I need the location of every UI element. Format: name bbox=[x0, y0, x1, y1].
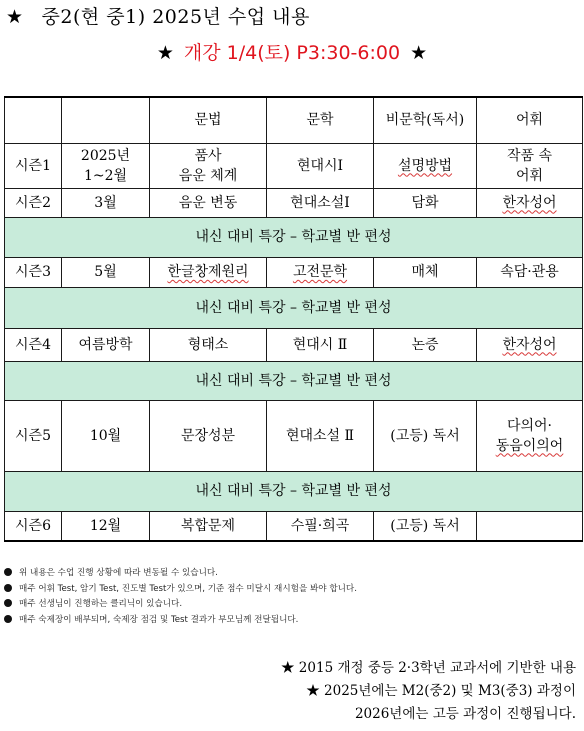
table-row bbox=[5, 328, 583, 361]
vocab-cell bbox=[477, 511, 583, 541]
period-cell: 여름방학 bbox=[62, 328, 150, 361]
nonfiction-cell: 담화 bbox=[374, 188, 477, 217]
vocab-line: 작품 속 bbox=[506, 147, 553, 164]
nonfiction-cell: 매체 bbox=[374, 257, 477, 287]
table-row bbox=[5, 400, 583, 471]
page-title-text: 중2(현 중1) 2025년 수업 내용 bbox=[41, 6, 310, 28]
table-row bbox=[5, 143, 583, 188]
bullet-icon bbox=[4, 568, 12, 576]
nonfiction-cell: (고등) 독서 bbox=[374, 511, 477, 541]
nonfiction-cell: 논증 bbox=[374, 328, 477, 361]
header-cell-nonfiction: 비문학(독서) bbox=[374, 97, 477, 143]
page-title bbox=[6, 2, 310, 29]
special-lecture-band: 내신 대비 특강 – 학교별 반 편성 bbox=[5, 287, 583, 328]
bullet-icon bbox=[4, 615, 12, 623]
vocab-cell: 속담·관용 bbox=[477, 257, 583, 287]
grammar-cell bbox=[150, 257, 267, 287]
period-cell: 3월 bbox=[62, 188, 150, 217]
literature-cell: 현대시 Ⅱ bbox=[267, 328, 374, 361]
season-cell: 시즌5 bbox=[5, 400, 62, 471]
literature-cell bbox=[267, 257, 374, 287]
header-row bbox=[5, 97, 583, 143]
period-cell: 5월 bbox=[62, 257, 150, 287]
star-icon: ★ bbox=[6, 6, 24, 28]
header-cell bbox=[5, 97, 62, 143]
grammar-line: 음운 체계 bbox=[178, 167, 238, 184]
season-cell: 시즌2 bbox=[5, 188, 62, 217]
vocab-line: 어휘 bbox=[515, 167, 544, 184]
vocab-line: 다의어· bbox=[506, 417, 553, 434]
literature-cell: 현대소설 Ⅱ bbox=[267, 400, 374, 471]
schedule-table bbox=[4, 96, 583, 542]
footer-line: 2026년에는 고등 과정이 진행됩니다. bbox=[354, 706, 576, 722]
vocab-text: 한자성어 bbox=[502, 194, 557, 211]
vocab-cell bbox=[477, 143, 583, 188]
special-lecture-row bbox=[5, 471, 583, 511]
grammar-cell bbox=[150, 143, 267, 188]
grammar-text: 한글창제원리 bbox=[167, 264, 249, 280]
vocab-text: 한자성어 bbox=[502, 336, 557, 353]
period-line: 1~2월 bbox=[83, 167, 128, 184]
note-text: 위 내용은 수업 진행 상황에 따라 변동될 수 있습니다. bbox=[19, 568, 218, 578]
bullet-icon bbox=[4, 599, 12, 607]
note-text: 매주 숙제장이 배부되며, 숙제장 점검 및 Test 결과가 부모님께 전달됩니다. bbox=[19, 614, 299, 625]
special-lecture-band: 내신 대비 특강 – 학교별 반 편성 bbox=[5, 361, 583, 400]
grammar-cell: 복합문제 bbox=[150, 511, 267, 541]
period-cell bbox=[62, 143, 150, 188]
vocab-cell bbox=[477, 400, 583, 471]
footer-line: ★ 2025년에는 M2(중2) 및 M3(중3) 과정이 bbox=[306, 683, 576, 699]
footer-line: ★ 2015 개정 중등 2·3학년 교과서에 기반한 내용 bbox=[281, 660, 576, 676]
list-item bbox=[4, 582, 582, 598]
footer-notes bbox=[281, 657, 576, 726]
literature-cell: 현대소설Ⅰ bbox=[267, 188, 374, 217]
special-lecture-row bbox=[5, 361, 583, 400]
header-cell bbox=[62, 97, 150, 143]
star-icon: ★ bbox=[156, 42, 174, 64]
list-item bbox=[4, 613, 582, 629]
special-lecture-band: 내신 대비 특강 – 학교별 반 편성 bbox=[5, 217, 583, 257]
list-item bbox=[4, 566, 582, 582]
note-text: 매주 선생님이 진행하는 클리닉이 있습니다. bbox=[19, 599, 183, 609]
grammar-line: 품사 bbox=[194, 147, 222, 164]
vocab-line: 동음이의어 bbox=[495, 437, 564, 454]
nonfiction-cell bbox=[374, 143, 477, 188]
literature-cell: 현대시Ⅰ bbox=[267, 143, 374, 188]
grammar-cell: 문장성분 bbox=[150, 400, 267, 471]
header-cell-vocab: 어휘 bbox=[477, 97, 583, 143]
season-cell: 시즌1 bbox=[5, 143, 62, 188]
special-lecture-band: 내신 대비 특강 – 학교별 반 편성 bbox=[5, 471, 583, 511]
course-start-banner bbox=[0, 38, 584, 65]
table-row bbox=[5, 511, 583, 541]
period-line: 2025년 bbox=[80, 147, 131, 164]
list-item bbox=[4, 597, 582, 613]
season-cell: 시즌3 bbox=[5, 257, 62, 287]
note-text: 매주 어휘 Test, 암기 Test, 진도별 Test가 있으며, 기준 점수 미달시 재시험을 봐야 합니다. bbox=[19, 583, 357, 594]
vocab-cell bbox=[477, 188, 583, 217]
star-icon: ★ bbox=[410, 42, 428, 64]
course-start-text: 개강 1/4(토) P3:30-6:00 bbox=[183, 42, 401, 64]
literature-text: 고전문학 bbox=[292, 264, 348, 280]
period-cell: 10월 bbox=[62, 400, 150, 471]
table-row bbox=[5, 188, 583, 217]
nonfiction-text: 설명방법 bbox=[397, 157, 453, 174]
special-lecture-row bbox=[5, 217, 583, 257]
season-cell: 시즌6 bbox=[5, 511, 62, 541]
header-cell-literature: 문학 bbox=[267, 97, 374, 143]
bullet-icon bbox=[4, 584, 12, 592]
period-cell: 12월 bbox=[62, 511, 150, 541]
table-row bbox=[5, 257, 583, 287]
header-cell-grammar: 문법 bbox=[150, 97, 267, 143]
grammar-cell: 음운 변동 bbox=[150, 188, 267, 217]
literature-cell: 수필·희곡 bbox=[267, 511, 374, 541]
grammar-cell: 형태소 bbox=[150, 328, 267, 361]
notes-list bbox=[4, 566, 582, 628]
vocab-cell bbox=[477, 328, 583, 361]
special-lecture-row bbox=[5, 287, 583, 328]
season-cell: 시즌4 bbox=[5, 328, 62, 361]
nonfiction-cell: (고등) 독서 bbox=[374, 400, 477, 471]
